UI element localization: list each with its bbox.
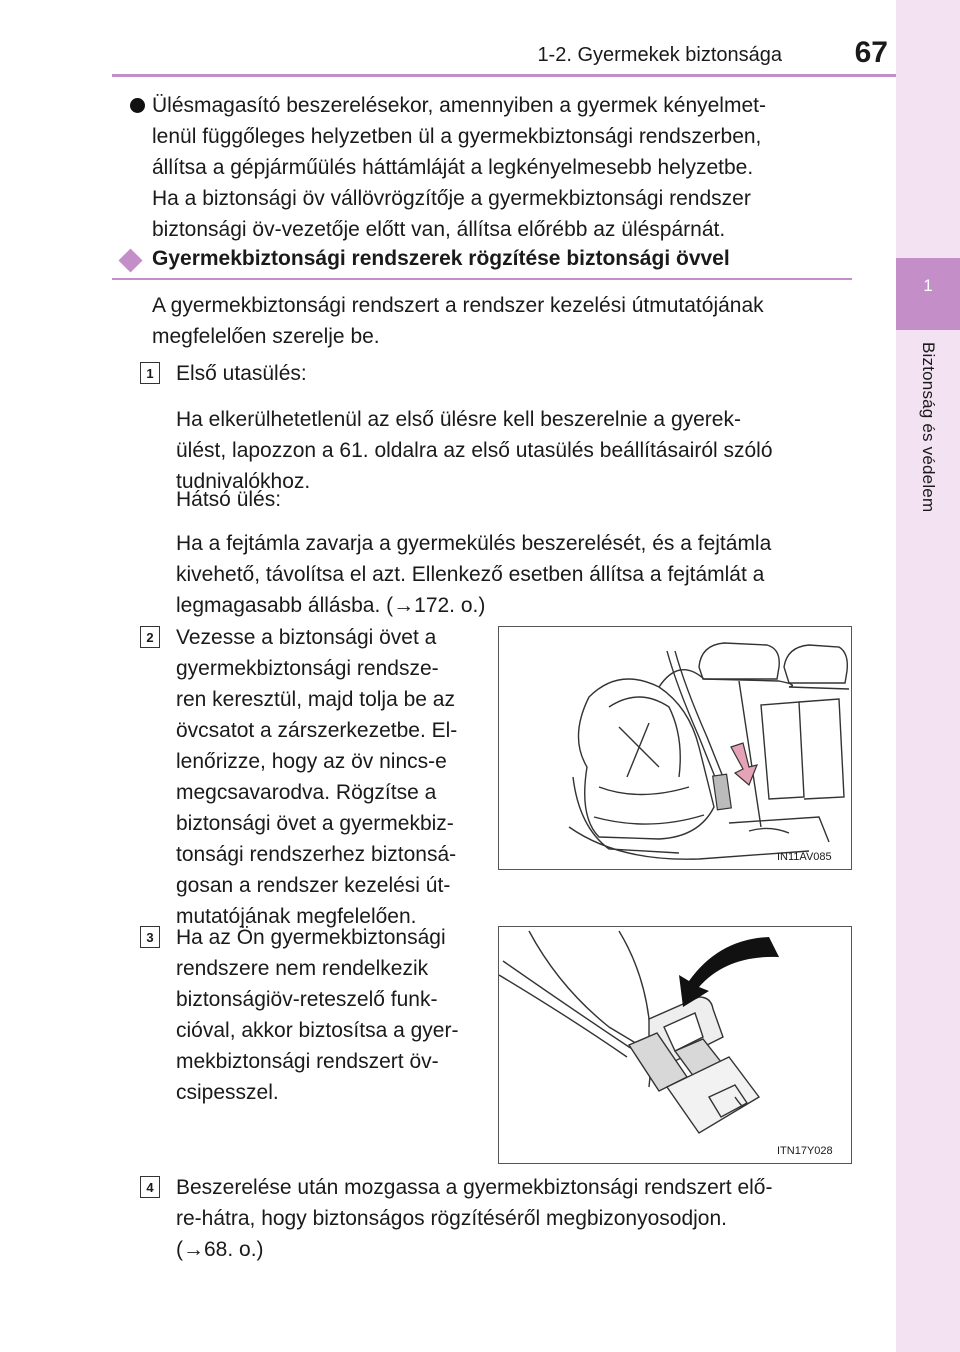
step-3-text bbox=[176, 922, 478, 1108]
text-line: megfelelően szerelje be. bbox=[152, 325, 380, 348]
text-line: lenül függőleges helyzetben ül a gyermekbiztonsági rendszerben, bbox=[152, 125, 762, 148]
text-line: legmagasabb állásba. (→172. o.) bbox=[176, 594, 486, 617]
subsection-intro bbox=[152, 290, 852, 352]
step-number-box: 1 bbox=[140, 362, 160, 384]
text-line: cióval, akkor biztosítsa a gyer- bbox=[176, 1019, 459, 1042]
text-line: biztonsági öv-vezetője előtt van, állítsa előrébb az üléspárnát. bbox=[152, 218, 726, 241]
intro-paragraph bbox=[152, 90, 852, 245]
step-4-text bbox=[176, 1172, 852, 1265]
text-line: tudnivalókhoz. bbox=[176, 470, 311, 493]
page-number: 67 bbox=[854, 36, 888, 69]
child-seat-illustration bbox=[498, 626, 852, 870]
step-1-front-label: Első utasülés: bbox=[176, 362, 307, 385]
text-line: (→68. o.) bbox=[176, 1238, 264, 1261]
subsection-heading: Gyermekbiztonsági rendszerek rögzítése biztonsági övvel bbox=[152, 247, 730, 270]
chapter-label-container bbox=[896, 342, 960, 572]
locking-clip-drawing bbox=[499, 927, 850, 1162]
text-line: Ha az Ön gyermekbiztonsági bbox=[176, 926, 446, 949]
text-line: megcsavarodva. Rögzítse a bbox=[176, 781, 437, 804]
text-line: Ha a biztonsági öv vállövrögzítője a gyermekbiztonsági rendszer bbox=[152, 187, 751, 210]
text-line: biztonságiöv-reteszelő funk- bbox=[176, 988, 438, 1011]
figure-code: IN11AV085 bbox=[777, 851, 832, 863]
text-line: ren keresztül, majd tolja be az bbox=[176, 688, 455, 711]
chapter-label: Biztonság és védelem bbox=[919, 342, 938, 513]
chapter-number: 1 bbox=[923, 276, 933, 295]
text-line: A gyermekbiztonsági rendszert a rendszer kezelési útmutatójának bbox=[152, 294, 764, 317]
text-line: lenőrizze, hogy az öv nincs-e bbox=[176, 750, 447, 773]
step-number-box: 3 bbox=[140, 926, 160, 948]
text-line: csipesszel. bbox=[176, 1081, 279, 1104]
header-section-title: 1-2. Gyermekek biztonsága bbox=[537, 44, 782, 66]
text-line: mekbiztonsági rendszert öv- bbox=[176, 1050, 439, 1073]
step-number-box: 2 bbox=[140, 626, 160, 648]
text-line: állítsa a gépjárműülés háttámláját a legkényelmesebb helyzetbe. bbox=[152, 156, 754, 179]
text-line: kivehető, távolítsa el azt. Ellenkező esetben állítsa a fejtámlát a bbox=[176, 563, 765, 586]
child-seat-drawing bbox=[499, 627, 850, 868]
step-2-text bbox=[176, 622, 478, 932]
text-line: ülést, lapozzon a 61. oldalra az első utasülés beállításairól szóló bbox=[176, 439, 773, 462]
text-line: tonsági rendszerhez biztonsá- bbox=[176, 843, 457, 866]
text-line: Ha elkerülhetetlenül az első ülésre kell beszerelnie a gyerek- bbox=[176, 408, 741, 431]
locking-clip-illustration bbox=[498, 926, 852, 1164]
side-strip bbox=[896, 0, 960, 1352]
text-line: Ha a fejtámla zavarja a gyermekülés beszerelését, és a fejtámla bbox=[176, 532, 772, 555]
diamond-icon bbox=[118, 248, 142, 272]
figure-code: ITN17Y028 bbox=[777, 1145, 833, 1157]
text-line: re-hátra, hogy biztonságos rögzítéséről megbizonyosodjon. bbox=[176, 1207, 727, 1230]
text-line: gosan a rendszer kezelési út- bbox=[176, 874, 451, 897]
text-line: gyermekbiztonsági rendsze- bbox=[176, 657, 439, 680]
text-line: mutatójának megfelelően. bbox=[176, 905, 417, 928]
step-1-rear-label: Hátsó ülés: bbox=[176, 488, 282, 511]
step-number-box: 4 bbox=[140, 1176, 160, 1198]
text-line: biztonsági övet a gyermekbiz- bbox=[176, 812, 454, 835]
text-line: Beszerelése után mozgassa a gyermekbiztonsági rendszert elő- bbox=[176, 1176, 773, 1199]
text-line: övcsatot a zárszerkezetbe. El- bbox=[176, 719, 458, 742]
header-divider bbox=[112, 74, 896, 77]
bullet-dot-icon bbox=[130, 98, 145, 113]
text-line: Vezesse a biztonsági övet a bbox=[176, 626, 437, 649]
subsection-divider bbox=[112, 278, 852, 280]
step-1-rear-text bbox=[176, 528, 852, 621]
text-line: rendszere nem rendelkezik bbox=[176, 957, 429, 980]
text-line: Ülésmagasító beszerelésekor, amennyiben a gyermek kényelmet- bbox=[152, 94, 766, 117]
